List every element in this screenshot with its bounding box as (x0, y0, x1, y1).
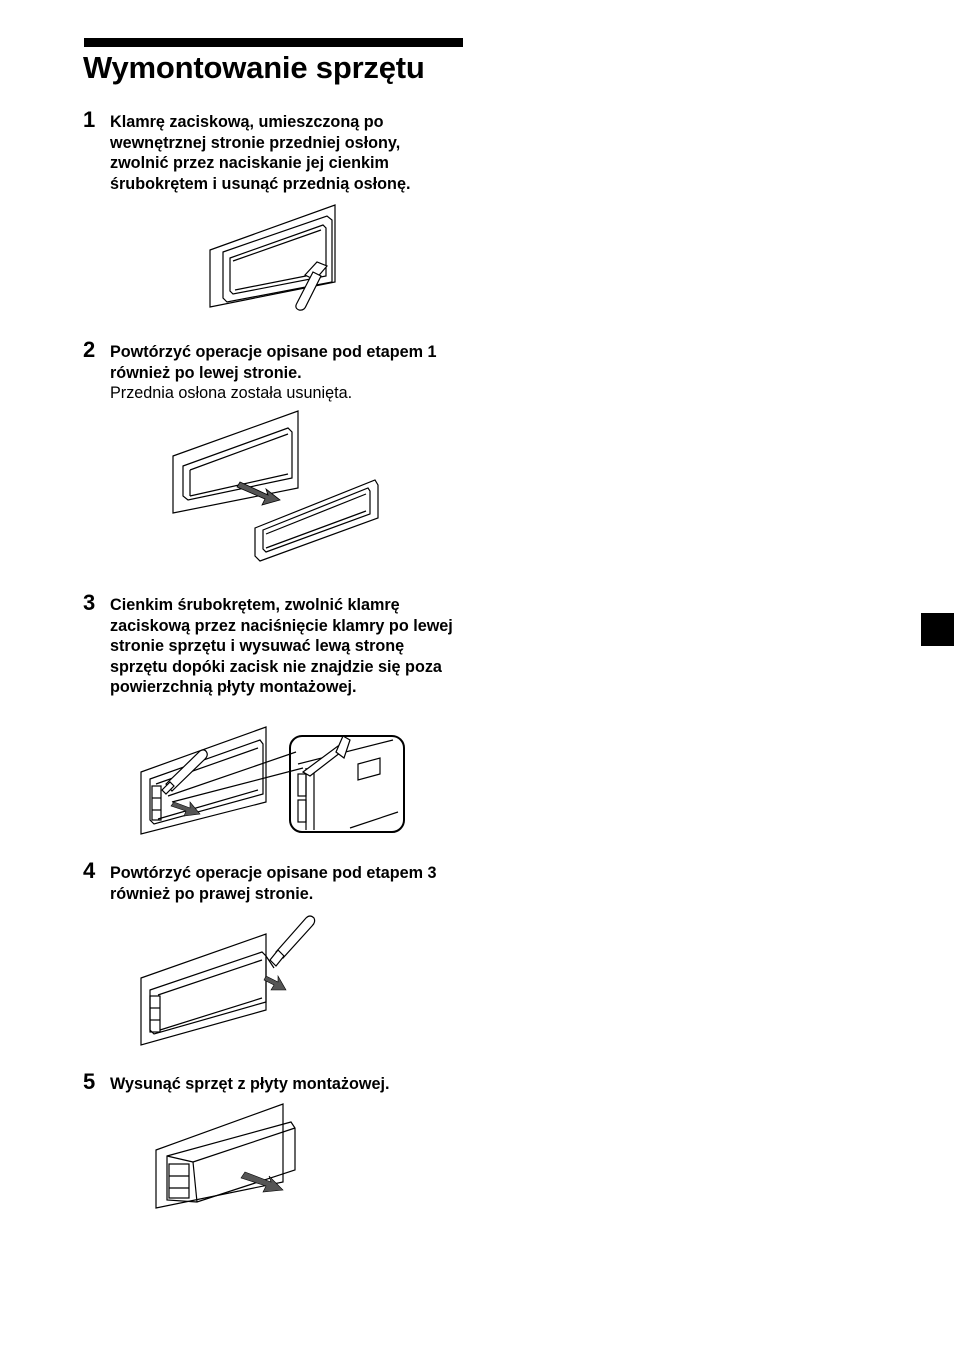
step-2-number: 2 (83, 337, 96, 362)
step-3-instruction: Cienkim śrubokrętem, zwolnić klamrę zaciskową przez naciśnięcie klamry po lewej stronie sprzętu i wysuwać lewą stronę sprzętu dopóki zacisk nie znajdzie się poza powierzchnią płyty montażowej. (110, 596, 453, 696)
step-2-text (110, 342, 460, 404)
step-4-number: 4 (83, 858, 96, 883)
step-5-illustration (153, 1100, 303, 1212)
step-2-instruction: Powtórzyć operacje opisane pod etapem 1 również po lewej stronie. (110, 343, 437, 382)
page-title: Wymontowanie sprzętu (83, 50, 425, 85)
step-2-illustration (170, 408, 380, 568)
step-1-number: 1 (83, 107, 96, 132)
step-3-number: 3 (83, 590, 96, 615)
step-3-illustration (138, 724, 408, 839)
step-4-text (110, 863, 460, 904)
title-rule (84, 38, 463, 47)
step-1-instruction: Klamrę zaciskową, umieszczoną po wewnętrznej stronie przedniej osłony, zwolnić przez naciskanie jej cienkim śrubokrętem i usunąć przednią osłonę. (110, 113, 411, 193)
step-4-instruction: Powtórzyć operacje opisane pod etapem 3 również po prawej stronie. (110, 864, 437, 903)
step-1-illustration (205, 200, 345, 315)
step-4-illustration (138, 910, 323, 1050)
step-2-note: Przednia osłona została usunięta. (110, 384, 353, 402)
step-5-text (110, 1074, 460, 1095)
step-1-text (110, 112, 460, 194)
step-5-instruction: Wysunąć sprzęt z płyty montażowej. (110, 1075, 390, 1093)
section-tab-marker (921, 613, 954, 646)
step-5-number: 5 (83, 1069, 96, 1094)
step-3-text (110, 595, 460, 698)
